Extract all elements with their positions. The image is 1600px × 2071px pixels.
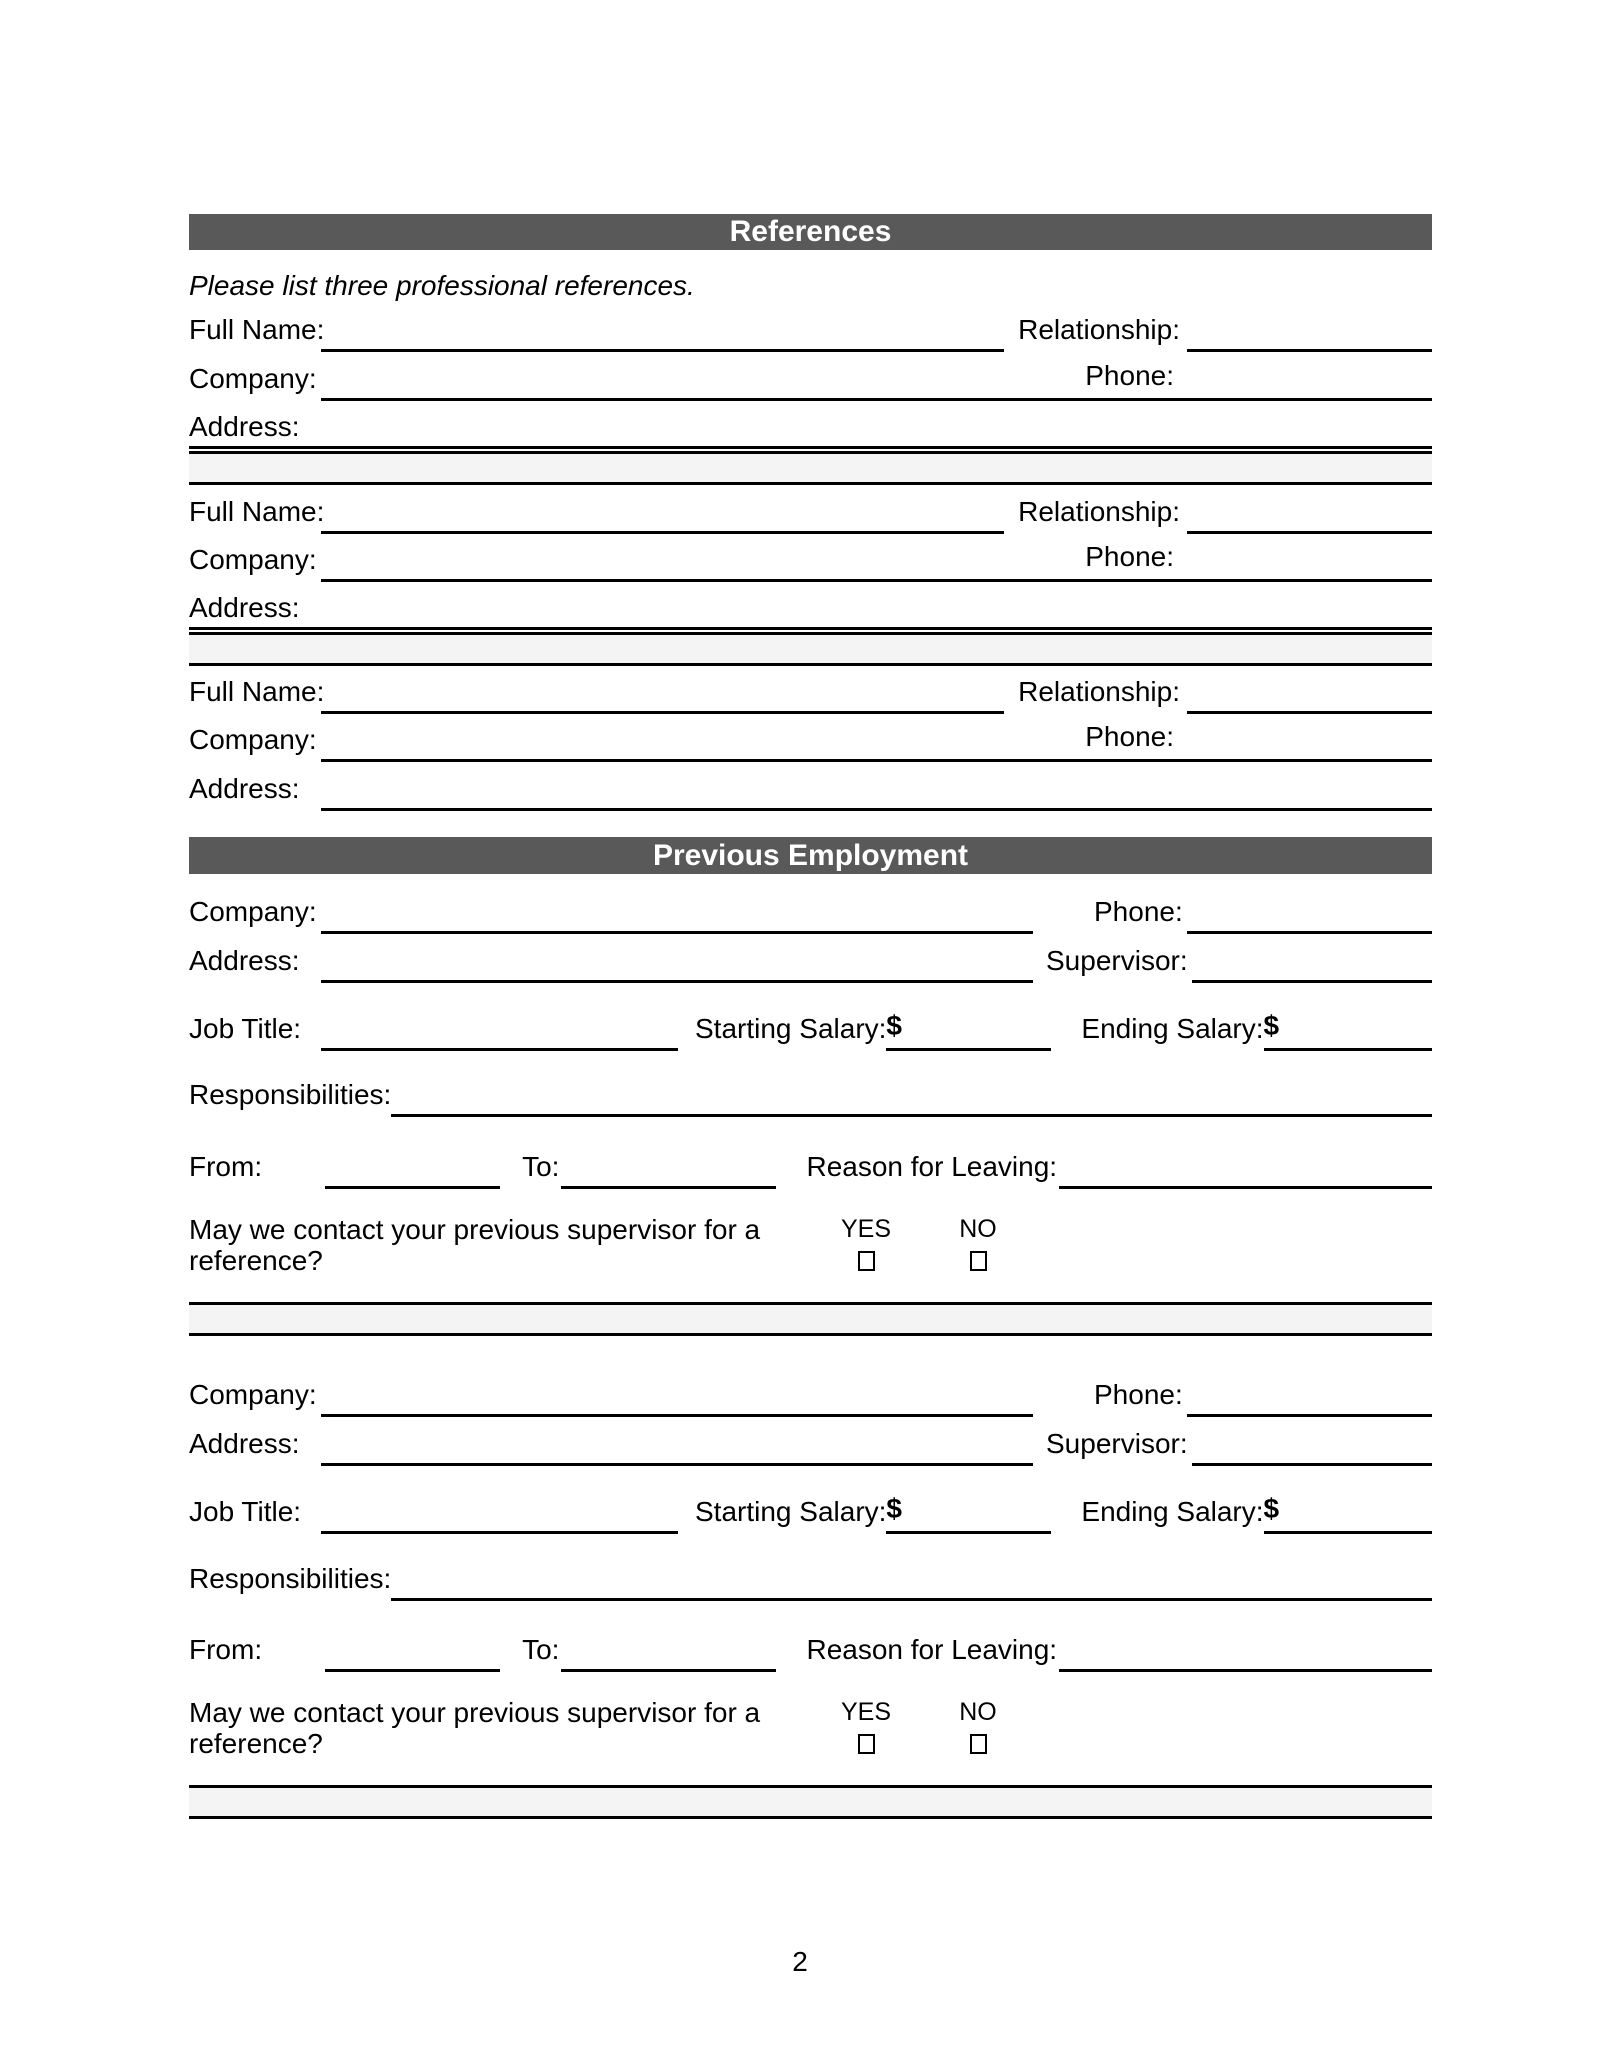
relationship-field[interactable] bbox=[1187, 340, 1432, 352]
phone-label: Phone: bbox=[1094, 896, 1183, 927]
yes-label: YES bbox=[840, 1215, 892, 1243]
employment-2-contact-question-row bbox=[189, 1697, 1432, 1759]
no-label: NO bbox=[959, 1215, 997, 1243]
company-label: Company: bbox=[189, 1379, 317, 1410]
reason-for-leaving-field[interactable] bbox=[1059, 1660, 1432, 1672]
relationship-label: Relationship: bbox=[1018, 676, 1180, 707]
company-phone-line bbox=[321, 541, 1432, 582]
supervisor-field[interactable] bbox=[1192, 1454, 1432, 1466]
relationship-label: Relationship: bbox=[1018, 496, 1180, 527]
contact-question-text: May we contact your previous supervisor for a reference? bbox=[189, 1697, 761, 1759]
no-label: NO bbox=[959, 1698, 997, 1726]
address-label: Address: bbox=[189, 945, 300, 976]
no-checkbox[interactable] bbox=[970, 1734, 987, 1754]
reference-3-name-row bbox=[189, 666, 1432, 714]
supervisor-label: Supervisor: bbox=[1046, 1428, 1188, 1459]
ending-salary-field-group[interactable] bbox=[1264, 1493, 1432, 1534]
full-name-label: Full Name: bbox=[189, 496, 325, 527]
company-field[interactable] bbox=[321, 389, 1085, 401]
reference-2-company-row bbox=[189, 534, 1432, 582]
relationship-field[interactable] bbox=[1187, 702, 1432, 714]
dollar-sign: $ bbox=[886, 1010, 902, 1041]
references-section-header bbox=[189, 214, 1432, 250]
yes-label: YES bbox=[840, 1698, 892, 1726]
phone-field[interactable] bbox=[1174, 750, 1432, 762]
responsibilities-field[interactable] bbox=[391, 1105, 1432, 1117]
phone-label: Phone: bbox=[1094, 1379, 1183, 1410]
starting-salary-label: Starting Salary: bbox=[695, 1013, 887, 1044]
section-separator bbox=[189, 1302, 1432, 1336]
company-label: Company: bbox=[189, 363, 317, 394]
employment-1-company-row bbox=[189, 884, 1432, 934]
section-separator bbox=[189, 632, 1432, 666]
no-checkbox[interactable] bbox=[970, 1251, 987, 1271]
from-field[interactable] bbox=[325, 1660, 500, 1672]
reference-1-address-row[interactable] bbox=[189, 401, 1432, 449]
responsibilities-label: Responsibilities: bbox=[189, 1079, 392, 1110]
starting-salary-label: Starting Salary: bbox=[695, 1496, 887, 1527]
company-label: Company: bbox=[189, 896, 317, 927]
ending-salary-label: Ending Salary: bbox=[1081, 1496, 1264, 1527]
reference-2-name-row bbox=[189, 485, 1432, 534]
address-field[interactable] bbox=[321, 799, 1432, 811]
contact-yes-option bbox=[838, 1214, 894, 1271]
reason-for-leaving-label: Reason for Leaving: bbox=[806, 1151, 1058, 1182]
form-content bbox=[189, 214, 1432, 1819]
ending-salary-label: Ending Salary: bbox=[1081, 1013, 1264, 1044]
contact-no-option bbox=[956, 1697, 1000, 1754]
job-title-field[interactable] bbox=[321, 1522, 678, 1534]
contact-question-text: May we contact your previous supervisor for a reference? bbox=[189, 1214, 761, 1276]
company-field[interactable] bbox=[321, 922, 1033, 934]
dollar-sign: $ bbox=[1263, 1010, 1280, 1041]
reference-2-address-row[interactable] bbox=[189, 582, 1432, 630]
company-phone-line bbox=[321, 360, 1432, 401]
supervisor-label: Supervisor: bbox=[1046, 945, 1188, 976]
phone-label: Phone: bbox=[1085, 360, 1174, 401]
responsibilities-label: Responsibilities: bbox=[189, 1563, 392, 1594]
relationship-label: Relationship: bbox=[1018, 314, 1180, 345]
section-separator bbox=[189, 1785, 1432, 1819]
to-field[interactable] bbox=[561, 1177, 776, 1189]
address-label: Address: bbox=[189, 411, 300, 442]
address-label: Address: bbox=[189, 592, 300, 623]
reference-3-address-row bbox=[189, 762, 1432, 811]
section-separator bbox=[189, 451, 1432, 485]
phone-label: Phone: bbox=[1085, 541, 1174, 582]
company-label: Company: bbox=[189, 544, 317, 575]
employment-2-company-row bbox=[189, 1367, 1432, 1417]
supervisor-field[interactable] bbox=[1192, 971, 1432, 983]
from-label: From: bbox=[189, 1151, 263, 1182]
dollar-sign: $ bbox=[1263, 1493, 1280, 1524]
full-name-field[interactable] bbox=[321, 522, 1004, 534]
to-label: To: bbox=[522, 1151, 560, 1182]
previous-employment-section-header bbox=[189, 837, 1432, 874]
reference-3-company-row bbox=[189, 714, 1432, 762]
reference-1-company-row bbox=[189, 352, 1432, 401]
to-label: To: bbox=[522, 1634, 560, 1665]
responsibilities-field[interactable] bbox=[391, 1589, 1432, 1601]
phone-field[interactable] bbox=[1187, 1405, 1432, 1417]
job-title-field[interactable] bbox=[321, 1039, 678, 1051]
phone-field[interactable] bbox=[1174, 389, 1432, 401]
full-name-field[interactable] bbox=[321, 340, 1004, 352]
employment-1-address-row bbox=[189, 934, 1432, 983]
company-phone-line bbox=[321, 721, 1432, 762]
phone-field[interactable] bbox=[1187, 922, 1432, 934]
company-field[interactable] bbox=[321, 1405, 1033, 1417]
company-field[interactable] bbox=[321, 750, 1085, 762]
from-label: From: bbox=[189, 1634, 263, 1665]
from-field[interactable] bbox=[325, 1177, 500, 1189]
job-title-label: Job Title: bbox=[189, 1013, 302, 1044]
previous-employment-section-title: Previous Employment bbox=[652, 838, 969, 872]
contact-no-option bbox=[956, 1214, 1000, 1271]
employment-2-responsibilities-row bbox=[189, 1552, 1432, 1601]
ending-salary-field-group[interactable] bbox=[1264, 1010, 1432, 1051]
to-field[interactable] bbox=[561, 1660, 776, 1672]
address-field[interactable] bbox=[321, 1454, 1033, 1466]
contact-yes-option bbox=[838, 1697, 894, 1754]
employment-2-dates-row bbox=[189, 1623, 1432, 1672]
references-intro-text: Please list three professional references. bbox=[189, 270, 695, 301]
reference-1-name-row bbox=[189, 303, 1432, 352]
employment-1-contact-question-row bbox=[189, 1214, 1432, 1276]
employment-1-responsibilities-row bbox=[189, 1068, 1432, 1117]
company-field[interactable] bbox=[321, 570, 1085, 582]
address-label: Address: bbox=[189, 1428, 300, 1459]
employment-1-dates-row bbox=[189, 1140, 1432, 1189]
full-name-field[interactable] bbox=[321, 702, 1004, 714]
page-number: 2 bbox=[792, 1946, 808, 1977]
employment-1-jobtitle-row bbox=[189, 1002, 1432, 1051]
full-name-label: Full Name: bbox=[189, 676, 325, 707]
company-label: Company: bbox=[189, 724, 317, 755]
reason-for-leaving-field[interactable] bbox=[1059, 1177, 1432, 1189]
phone-label: Phone: bbox=[1085, 721, 1174, 762]
address-field[interactable] bbox=[321, 971, 1033, 983]
employment-2-jobtitle-row bbox=[189, 1485, 1432, 1534]
full-name-label: Full Name: bbox=[189, 314, 325, 345]
starting-salary-field-group[interactable] bbox=[886, 1493, 1051, 1534]
dollar-sign: $ bbox=[886, 1493, 902, 1524]
yes-checkbox[interactable] bbox=[858, 1251, 875, 1271]
job-title-label: Job Title: bbox=[189, 1496, 302, 1527]
references-section-title: References bbox=[729, 215, 892, 248]
address-label: Address: bbox=[189, 773, 300, 804]
reason-for-leaving-label: Reason for Leaving: bbox=[806, 1634, 1058, 1665]
phone-field[interactable] bbox=[1174, 570, 1432, 582]
yes-checkbox[interactable] bbox=[858, 1734, 875, 1754]
starting-salary-field-group[interactable] bbox=[886, 1010, 1051, 1051]
relationship-field[interactable] bbox=[1187, 522, 1432, 534]
employment-2-address-row bbox=[189, 1417, 1432, 1466]
